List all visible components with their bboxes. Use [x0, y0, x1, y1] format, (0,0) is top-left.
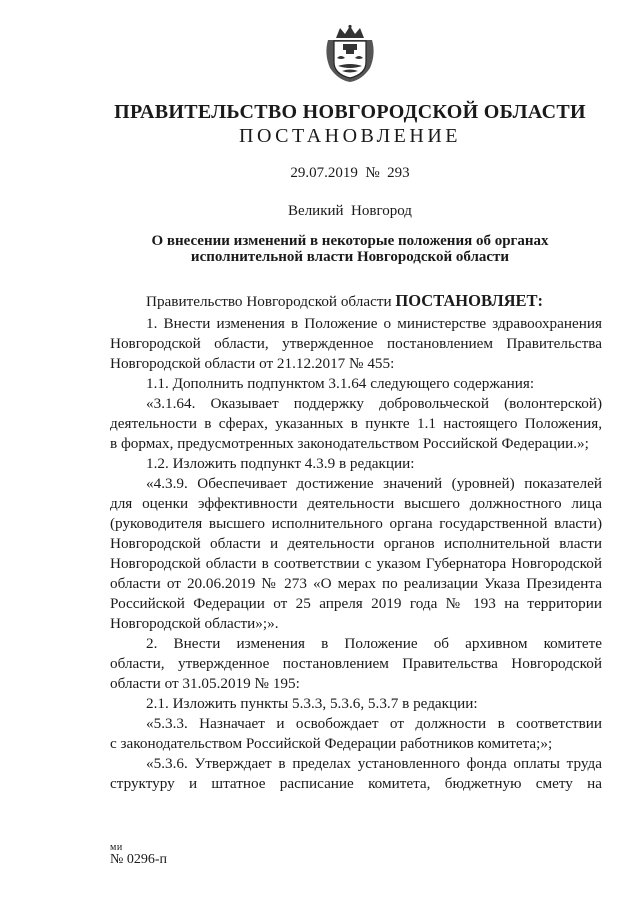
- body-line: (руководителя высшего исполнительного органа государственной власти): [110, 515, 602, 532]
- ruling-line: [110, 291, 602, 311]
- body-line: Новгородской области от 21.12.2017 № 455:: [110, 355, 395, 372]
- coat-of-arms-icon: [322, 24, 378, 84]
- body-line: Новгородской области, утвержденное постановлением Правительства: [110, 335, 602, 352]
- body-line: Российской Федерации от 25 апреля 2019 года № 193 на территории: [110, 595, 602, 612]
- body-line: «5.3.6. Утверждает в пределах установленного фонда оплаты труда: [146, 755, 602, 772]
- body-line: деятельности в сферах, указанных в пункте 1.1 настоящего Положения,: [110, 415, 602, 432]
- government-title: ПРАВИТЕЛЬСТВО НОВГОРОДСКОЙ ОБЛАСТИ: [114, 101, 586, 123]
- document-subject: [0, 233, 640, 265]
- body-line: Новгородской области в соответствии с указом Губернатора Новгородской: [110, 555, 602, 572]
- body-line: «4.3.9. Обеспечивает достижение значений (уровней) показателей: [146, 475, 602, 492]
- subject-line-1: О внесении изменений в некоторые положения об органах: [151, 233, 549, 249]
- body-line: 2. Внести изменения в Положение об архивном комитете: [146, 635, 602, 652]
- executor-initials: ми: [110, 842, 123, 853]
- document-number: 293: [387, 165, 410, 181]
- document-type: ПОСТАНОВЛЕНИЕ: [239, 125, 461, 147]
- body-line: Новгородской области»;».: [110, 615, 279, 632]
- registration-code: № 0296-п: [110, 852, 168, 867]
- body-line: области от 20.06.2019 № 273 «О мерах по реализации Указа Президента: [110, 575, 602, 592]
- body-line: 2.1. Изложить пункты 5.3.3, 5.3.6, 5.3.7 в редакции:: [146, 695, 478, 712]
- document-date: 29.07.2019: [290, 165, 358, 181]
- ruling-verb: ПОСТАНОВЛЯЕТ:: [395, 291, 544, 310]
- subject-line-2: исполнительной власти Новгородской области: [190, 249, 510, 265]
- body-line: Новгородской области и деятельности органов исполнительной власти: [110, 535, 602, 552]
- body-line: «5.3.3. Назначает и освобождает от должности в соответствии: [146, 715, 602, 732]
- city: Великий Новгород: [288, 203, 412, 219]
- document-body: [110, 291, 602, 794]
- body-line: структуру и штатное расписание комитета, бюджетную смету на: [110, 775, 602, 792]
- ruling-prefix: Правительство Новгородской области: [146, 293, 396, 310]
- document-footer: [110, 843, 167, 867]
- body-line: 1.2. Изложить подпункт 4.3.9 в редакции:: [146, 455, 415, 472]
- date-number-line: [0, 165, 640, 182]
- body-line: «3.1.64. Оказывает поддержку добровольческой (волонтерской): [146, 395, 602, 412]
- number-sign: №: [365, 165, 380, 181]
- body-line: 1. Внести изменения в Положение о министерстве здравоохранения: [146, 315, 602, 332]
- body-line: в формах, предусмотренных законодательством Российской Федерации.»;: [110, 435, 589, 452]
- body-line: для оценки эффективности деятельности высшего должностного лица: [110, 495, 602, 512]
- body-line: с законодательством Российской Федерации работников комитета;»;: [110, 735, 553, 752]
- body-line: области, утвержденное постановлением Правительства Новгородской: [110, 655, 602, 672]
- body-line: 1.1. Дополнить подпунктом 3.1.64 следующего содержания:: [146, 375, 535, 392]
- body-line: области от 31.05.2019 № 195:: [110, 675, 300, 692]
